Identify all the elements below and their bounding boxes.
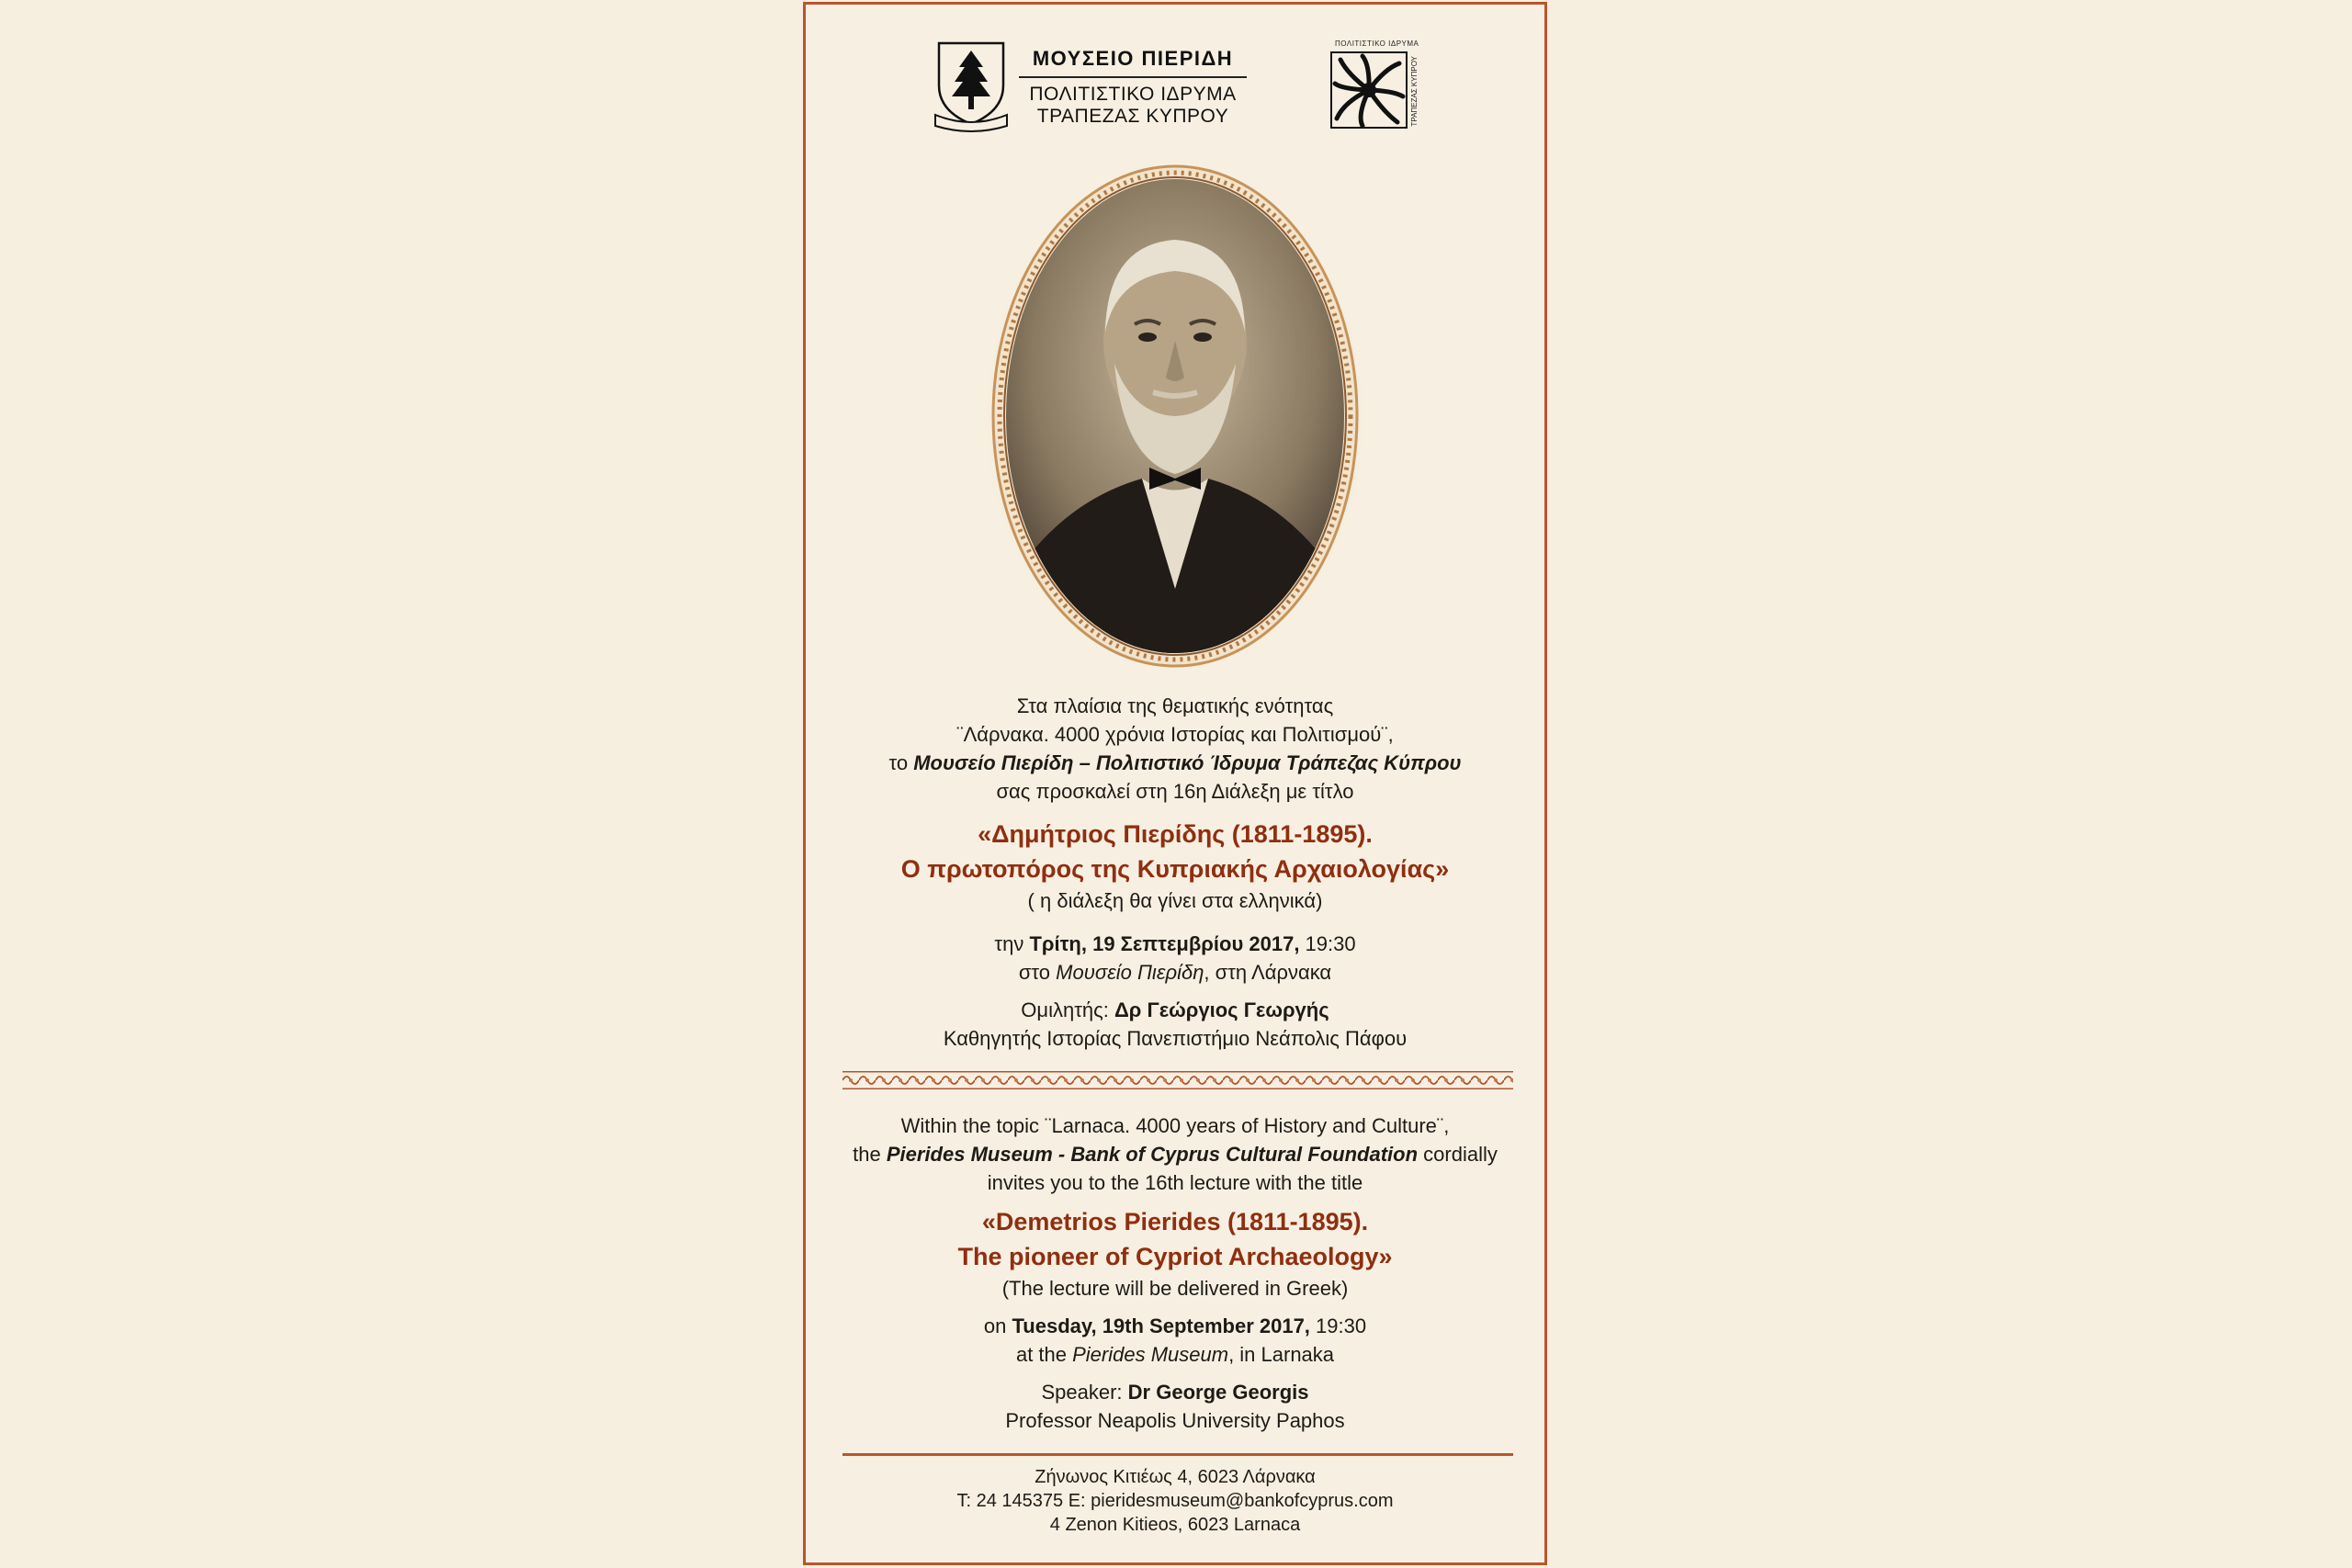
english-venue-suffix: , in Larnaka [1228, 1343, 1335, 1366]
foundation-name-line1: ΠΟΛΙΤΙΣΤΙΚΟ ΙΔΡΥΜΑ [1029, 84, 1237, 105]
ornamental-divider [842, 1070, 1513, 1090]
english-time: 19:30 [1309, 1314, 1367, 1337]
english-speaker-title: Professor Neapolis University Paphos [1005, 1409, 1345, 1432]
contact-line: T: 24 145375 E: pieridesmuseum@bankofcyprus.com [956, 1491, 1394, 1511]
address-english: 4 Zenon Kitieos, 6023 Larnaca [1049, 1515, 1301, 1535]
english-intro-line3: invites you to the 16th lecture with the title [987, 1171, 1363, 1194]
greek-venue: Μουσείο Πιερίδη [1056, 961, 1204, 984]
english-venue-prefix: at the [1015, 1343, 1073, 1366]
english-speaker: Dr George Georgis [1127, 1381, 1309, 1404]
museum-name: ΜΟΥΣΕΙΟ ΠΙΕΡΙΔΗ [1032, 47, 1234, 70]
greek-date: Τρίτη, 19 Σεπτεμβρίου 2017, [1029, 932, 1300, 955]
greek-lecture-title-line2: Ο πρωτοπόρος της Κυπριακής Αρχαιολογίας» [900, 855, 1450, 883]
greek-venue-line [806, 958, 1544, 987]
english-lecture-title-line1: «Demetrios Pierides (1811-1895). [981, 1208, 1369, 1235]
english-date: Tuesday, 19th September 2017, [1012, 1314, 1310, 1337]
greek-intro-line3 [806, 749, 1544, 777]
english-invitation [806, 1111, 1544, 1435]
english-intro-line1: Within the topic ¨Larnaca. 4000 years of History and Culture¨, [900, 1114, 1450, 1137]
english-date-prefix: on [983, 1314, 1012, 1337]
english-speaker-line [806, 1378, 1544, 1406]
foundation-name-line2: ΤΡΑΠΕΖΑΣ ΚΥΠΡΟΥ [1036, 106, 1229, 127]
invitation-card [803, 2, 1547, 1565]
footer-contact [806, 1465, 1544, 1537]
footer-rule [842, 1453, 1513, 1456]
pierides-tree-crest-logo [932, 38, 1011, 133]
greek-date-line [806, 930, 1544, 958]
english-speaker-label: Speaker: [1041, 1381, 1128, 1404]
english-language-note: (The lecture will be delivered in Greek) [1001, 1277, 1349, 1300]
greek-language-note: ( η διάλεξη θα γίνει στα ελληνικά) [1027, 889, 1323, 912]
foundation-emblem-icon [1329, 51, 1408, 130]
english-venue: Pierides Museum [1072, 1343, 1229, 1366]
english-date-line [806, 1312, 1544, 1340]
greek-speaker-label: Ομιλητής: [1021, 998, 1114, 1021]
english-intro-line2-prefix: the [853, 1143, 887, 1166]
english-venue-line [806, 1340, 1544, 1369]
greek-organizer: Μουσείο Πιερίδη – Πολιτιστικό Ίδρυμα Τράπεζας Κύπρου [913, 751, 1462, 774]
greek-speaker: Δρ Γεώργιος Γεωργής [1114, 998, 1329, 1021]
english-organizer: Pierides Museum - Bank of Cyprus Cultural Foundation [886, 1143, 1419, 1166]
header [806, 38, 1544, 139]
greek-venue-suffix: , στη Λάρνακα [1204, 961, 1332, 984]
greek-intro-line3-prefix: το [888, 751, 914, 774]
greek-lecture-title-line1: «Δημήτριος Πιερίδης (1811-1895). [978, 820, 1373, 848]
portrait-photo [977, 157, 1374, 675]
greek-intro-line1: Στα πλαίσια της θεματικής ενότητας [1016, 694, 1334, 717]
greek-venue-prefix: στο [1018, 961, 1057, 984]
greek-intro-line2: ¨Λάρνακα. 4000 χρόνια Ιστορίας και Πολιτισμού¨, [956, 723, 1394, 746]
greek-date-prefix: την [994, 932, 1030, 955]
greek-time: 19:30 [1299, 932, 1356, 955]
english-intro-line2 [806, 1140, 1544, 1168]
header-rule [1019, 76, 1247, 78]
greek-speaker-line [806, 996, 1544, 1024]
foundation-logo-side-text: ΤΡΑΠΕΖΑΣ ΚΥΠΡΟΥ [1410, 56, 1419, 127]
greek-invitation [806, 692, 1544, 1053]
address-greek: Ζήνωνος Κιτιέως 4, 6023 Λάρνακα [1035, 1467, 1316, 1487]
greek-speaker-title: Καθηγητής Ιστορίας Πανεπιστήμιο Νεάπολις Πάφου [943, 1027, 1408, 1050]
cultural-foundation-logo [1329, 39, 1430, 137]
greek-intro-line4: σας προσκαλεί στη 16η Διάλεξη με τίτλο [996, 780, 1354, 803]
english-lecture-title-line2: The pioneer of Cypriot Archaeology» [957, 1243, 1393, 1270]
museum-name-block [1024, 47, 1241, 128]
foundation-logo-caption: ΠΟΛΙΤΙΣΤΙΚΟ ΙΔΡΥΜΑ [1335, 39, 1419, 48]
english-intro-line2-suffix: cordially [1418, 1143, 1498, 1166]
